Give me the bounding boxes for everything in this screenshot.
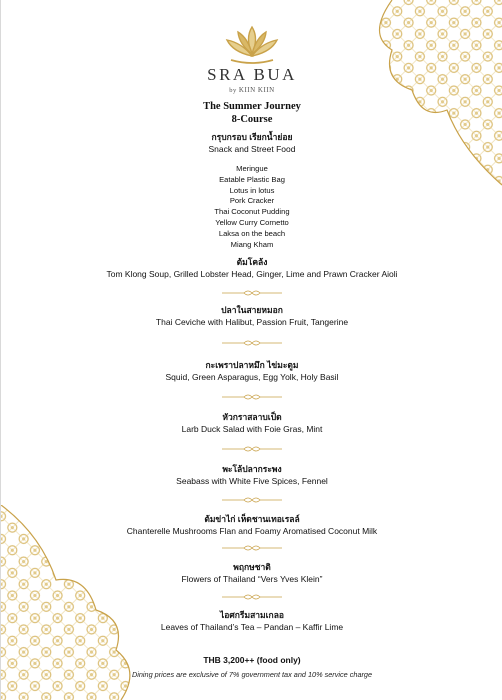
course-description: Tom Klong Soup, Grilled Lobster Head, Ginger, Lime and Prawn Cracker Aioli	[106, 269, 398, 279]
brand-name: SRA BUA	[207, 65, 297, 84]
course-thai-name: หัวกราสลาบเป็ด	[222, 412, 282, 422]
snack-thai-heading: กรุบกรอบ เรียกน้ำย่อย	[211, 132, 293, 142]
byline-prefix: by	[229, 87, 237, 94]
course-thai-name: ต้มโคล้ง	[236, 257, 268, 267]
ornament-top-right	[352, 0, 502, 190]
snack-english-heading: Snack and Street Food	[208, 144, 296, 154]
ornamental-divider-icon	[222, 496, 282, 504]
snack-items-list	[1, 164, 502, 250]
ornamental-divider-icon	[222, 289, 282, 297]
course-thai-name: กะเพราปลาหมึก ไข่มะตูม	[205, 360, 299, 370]
course-section	[1, 359, 502, 383]
ornamental-divider-icon	[222, 593, 282, 601]
course-section	[1, 561, 502, 585]
course-thai-name: ปลาในสายหมอก	[221, 305, 283, 315]
list-item: Laksa on the beach	[218, 228, 286, 238]
course-section	[1, 513, 502, 537]
ornamental-divider-icon	[222, 445, 282, 453]
course-section	[1, 256, 502, 280]
course-description: Larb Duck Salad with Foie Gras, Mint	[181, 424, 323, 434]
snack-section	[1, 131, 502, 155]
ornamental-divider-icon	[222, 544, 282, 552]
lotus-logo-icon	[225, 24, 279, 66]
course-section	[1, 463, 502, 487]
list-item: Yellow Curry Cornetto	[215, 217, 289, 227]
course-description: Squid, Green Asparagus, Egg Yolk, Holy Basil	[165, 372, 339, 382]
brand-byline	[1, 86, 502, 94]
course-thai-name: พฤกษชาติ	[233, 562, 271, 572]
ornamental-divider-icon	[222, 339, 282, 347]
course-description: Thai Ceviche with Halibut, Passion Fruit, Tangerine	[155, 317, 349, 327]
course-section	[1, 304, 502, 328]
list-item: Eatable Plastic Bag	[219, 174, 285, 184]
course-section	[1, 609, 502, 633]
course-description: Seabass with White Five Spices, Fennel	[176, 476, 328, 486]
byline-name: KIIN KIIN	[238, 86, 275, 94]
tax-note: Dining prices are exclusive of 7% government tax and 10% service charge	[131, 670, 373, 679]
course-description: Chanterelle Mushrooms Flan and Foamy Aromatised Coconut Milk	[126, 526, 378, 536]
price-label: THB 3,200++ (food only)	[203, 655, 301, 665]
list-item: Pork Cracker	[229, 196, 275, 206]
course-section	[1, 411, 502, 435]
ornamental-divider-icon	[222, 393, 282, 401]
course-thai-name: ไอศกรีมสามเกลอ	[219, 610, 285, 620]
menu-title: The Summer Journey	[203, 101, 301, 112]
list-item: Thai Coconut Pudding	[214, 207, 290, 217]
course-description: Leaves of Thailand’s Tea – Pandan – Kaffir Lime	[160, 622, 344, 632]
course-thai-name: ต้มข่าไก่ เห็ดชานเทอเรลล์	[204, 514, 300, 524]
list-item: Lotus in lotus	[229, 185, 275, 195]
list-item: Meringue	[236, 164, 268, 173]
course-thai-name: พะโล้ปลากระพง	[222, 464, 282, 474]
list-item: Miang Kham	[230, 239, 274, 249]
course-description: Flowers of Thailand “Vers Yves Klein”	[181, 574, 323, 584]
menu-subtitle: 8-Course	[231, 114, 273, 125]
